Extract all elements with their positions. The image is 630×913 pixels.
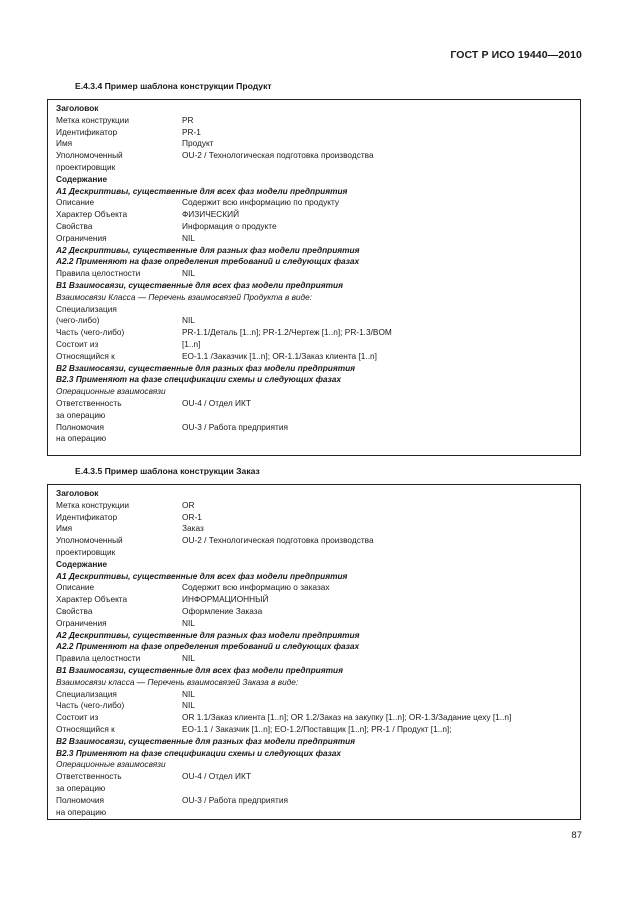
template-row (56, 127, 580, 139)
field-label: (чего-либо) (56, 315, 100, 326)
field-value: NIL (182, 232, 195, 243)
field-label: Специализация (56, 688, 117, 699)
field-label: Ответственность (56, 771, 122, 782)
field-value: PR-1.1/Деталь [1..n]; PR-1.2/Чертеж [1..n]; PR-1.3/BOM (182, 327, 392, 338)
template-row (56, 582, 580, 594)
field-value: PR (182, 114, 194, 125)
template-row (56, 724, 580, 736)
field-label: Полномочия (56, 794, 105, 805)
template-row (56, 410, 580, 422)
template-row (56, 339, 580, 351)
field-value: Содержит всю информацию о заказах (182, 582, 330, 593)
template-row (56, 594, 580, 606)
template-row (56, 186, 580, 198)
field-value: Продукт (182, 138, 214, 149)
field-label: Свойства (56, 220, 93, 231)
field-label: Уполномоченный (56, 150, 123, 161)
template-row (56, 689, 580, 701)
template-row (56, 268, 580, 280)
field-label: за операцию (56, 409, 106, 420)
template-row (56, 783, 580, 795)
field-label: Имя (56, 523, 73, 534)
field-value: Заказ (182, 523, 204, 534)
field-label: на операцию (56, 433, 107, 444)
template-row (56, 748, 580, 760)
field-label: Относящийся к (56, 350, 115, 361)
field-label: проектировщик (56, 546, 116, 557)
field-label: Уполномоченный (56, 535, 123, 546)
field-label: Ограничения (56, 617, 107, 628)
template-row (56, 233, 580, 245)
subsection-heading: А1 Дескриптивы, существенные для всех фаз модели предприятия (56, 185, 348, 196)
field-label: на операцию (56, 806, 107, 817)
template-row (56, 571, 580, 583)
section-heading: Содержание (56, 558, 108, 569)
field-value: ФИЗИЧЕСКИЙ (182, 209, 240, 220)
template-row (56, 512, 580, 524)
template-row (56, 245, 580, 257)
field-label: Метка конструкции (56, 499, 130, 510)
field-value: OR 1.1/Заказ клиента [1..n]; OR 1.2/Заказ на закупку [1..n]; OR-1.3/Задание цеху [1..n] (182, 712, 512, 723)
template-row (56, 209, 580, 221)
field-value: OU-2 / Технологическая подготовка производства (182, 150, 374, 161)
subsection-heading: А2.2 Применяют на фазе определения требований и следующих фазах (56, 256, 360, 267)
field-value: NIL (182, 268, 195, 279)
template-row (56, 606, 580, 618)
field-label: Идентификатор (56, 511, 118, 522)
description-line: Операционные взаимосвязи (56, 759, 166, 770)
field-value: NIL (182, 700, 195, 711)
template-row (56, 422, 580, 434)
field-value: NIL (182, 617, 195, 628)
field-value: OU-3 / Работа предприятия (182, 794, 288, 805)
field-value: NIL (182, 688, 195, 699)
template-row (56, 535, 580, 547)
template-row (56, 351, 580, 363)
field-value: Информация о продукте (182, 220, 277, 231)
field-label: Ответственность (56, 397, 122, 408)
template-row (56, 150, 580, 162)
template-row (56, 115, 580, 127)
template-row (56, 398, 580, 410)
field-label: Состоит из (56, 712, 99, 723)
template-row (56, 103, 580, 115)
template-row (56, 665, 580, 677)
field-value: Оформление Заказа (182, 605, 263, 616)
field-label: Специализация (56, 303, 117, 314)
template-row (56, 795, 580, 807)
field-label: Полномочия (56, 421, 105, 432)
field-label: Идентификатор (56, 126, 118, 137)
field-value: ЕО-1.1 / Заказчик [1..n]; ЕО-1.2/Поставщик [1..n]; PR-1 / Продукт [1..n]; (182, 723, 452, 734)
template-row (56, 736, 580, 748)
template-row (56, 433, 580, 445)
template-row (56, 559, 580, 571)
field-label: Состоит из (56, 338, 99, 349)
template-row (56, 807, 580, 819)
template-row (56, 280, 580, 292)
field-label: за операцию (56, 782, 106, 793)
template-row (56, 386, 580, 398)
template-row (56, 630, 580, 642)
subsection-heading: А2 Дескриптивы, существенные для разных фаз модели предприятия (56, 244, 360, 255)
template-row (56, 653, 580, 665)
field-label: Описание (56, 197, 95, 208)
field-label: Характер Объекта (56, 594, 128, 605)
field-value: [1..n] (182, 338, 201, 349)
field-label: Правила целостности (56, 268, 141, 279)
template-row (56, 374, 580, 386)
field-value: NIL (182, 653, 195, 664)
document-standard-id: ГОСТ Р ИСО 19440—2010 (450, 49, 582, 61)
template-row (56, 677, 580, 689)
field-value: OR (182, 499, 195, 510)
subsection-heading: В2 Взаимосвязи, существенные для разных фаз модели предприятия (56, 735, 356, 746)
template-row (56, 174, 580, 186)
template-row (56, 197, 580, 209)
field-label: Правила целостности (56, 653, 141, 664)
subsection-heading: В1 Взаимосвязи, существенные для всех фаз модели предприятия (56, 664, 343, 675)
field-label: Часть (чего-либо) (56, 700, 125, 711)
field-value: OU-3 / Работа предприятия (182, 421, 288, 432)
description-line: Взаимосвязи Класса — Перечень взаимосвязей Продукта в виде: (56, 291, 313, 302)
field-value: ЕО-1.1 /Заказчик [1..n]; OR-1.1/Заказ клиента [1..n] (182, 350, 377, 361)
template-row (56, 315, 580, 327)
subsection-heading: А2 Дескриптивы, существенные для разных фаз модели предприятия (56, 629, 360, 640)
field-label: Свойства (56, 605, 93, 616)
field-label: Ограничения (56, 232, 107, 243)
section-heading: Заголовок (56, 103, 99, 113)
field-label: Описание (56, 582, 95, 593)
field-value: OU-2 / Технологическая подготовка производства (182, 535, 374, 546)
product-template-box (47, 99, 581, 456)
order-template-box (47, 484, 581, 820)
template-row (56, 292, 580, 304)
template-row (56, 256, 580, 268)
subsection-heading: В1 Взаимосвязи, существенные для всех фаз модели предприятия (56, 279, 343, 290)
section-title-product: Е.4.3.4 Пример шаблона конструкции Продукт (75, 81, 272, 91)
field-label: проектировщик (56, 161, 116, 172)
subsection-heading: А1 Дескриптивы, существенные для всех фаз модели предприятия (56, 570, 348, 581)
template-row (56, 712, 580, 724)
template-row (56, 700, 580, 712)
section-heading: Содержание (56, 173, 108, 184)
template-row (56, 327, 580, 339)
field-label: Характер Объекта (56, 209, 128, 220)
field-value: ИНФОРМАЦИОННЫЙ (182, 594, 269, 605)
page-number: 87 (571, 830, 582, 841)
subsection-heading: А2.2 Применяют на фазе определения требований и следующих фазах (56, 641, 360, 652)
template-row (56, 547, 580, 559)
field-label: Часть (чего-либо) (56, 327, 125, 338)
template-row (56, 304, 580, 316)
template-row (56, 759, 580, 771)
field-value: OU-4 / Отдел ИКТ (182, 771, 251, 782)
description-line: Взаимосвязи класса — Перечень взаимосвязей Заказа в виде: (56, 676, 299, 687)
field-value: Содержит всю информацию по продукту (182, 197, 339, 208)
template-row (56, 138, 580, 150)
field-label: Имя (56, 138, 73, 149)
description-line: Операционные взаимосвязи (56, 386, 166, 397)
subsection-heading: В2.3 Применяют на фазе спецификации схемы и следующих фазах (56, 747, 342, 758)
template-row (56, 641, 580, 653)
section-heading: Заголовок (56, 488, 99, 498)
field-value: PR-1 (182, 126, 201, 137)
section-title-order: Е.4.3.5 Пример шаблона конструкции Заказ (75, 466, 260, 476)
template-row (56, 618, 580, 630)
field-value: NIL (182, 315, 195, 326)
field-value: OU-4 / Отдел ИКТ (182, 397, 251, 408)
field-label: Метка конструкции (56, 114, 130, 125)
subsection-heading: В2 Взаимосвязи, существенные для разных фаз модели предприятия (56, 362, 356, 373)
field-label: Относящийся к (56, 723, 115, 734)
template-row (56, 771, 580, 783)
subsection-heading: В2.3 Применяют на фазе спецификации схемы и следующих фазах (56, 374, 342, 385)
template-row (56, 162, 580, 174)
template-row (56, 523, 580, 535)
template-row (56, 221, 580, 233)
template-row (56, 500, 580, 512)
template-row (56, 488, 580, 500)
template-row (56, 363, 580, 375)
field-value: OR-1 (182, 511, 202, 522)
